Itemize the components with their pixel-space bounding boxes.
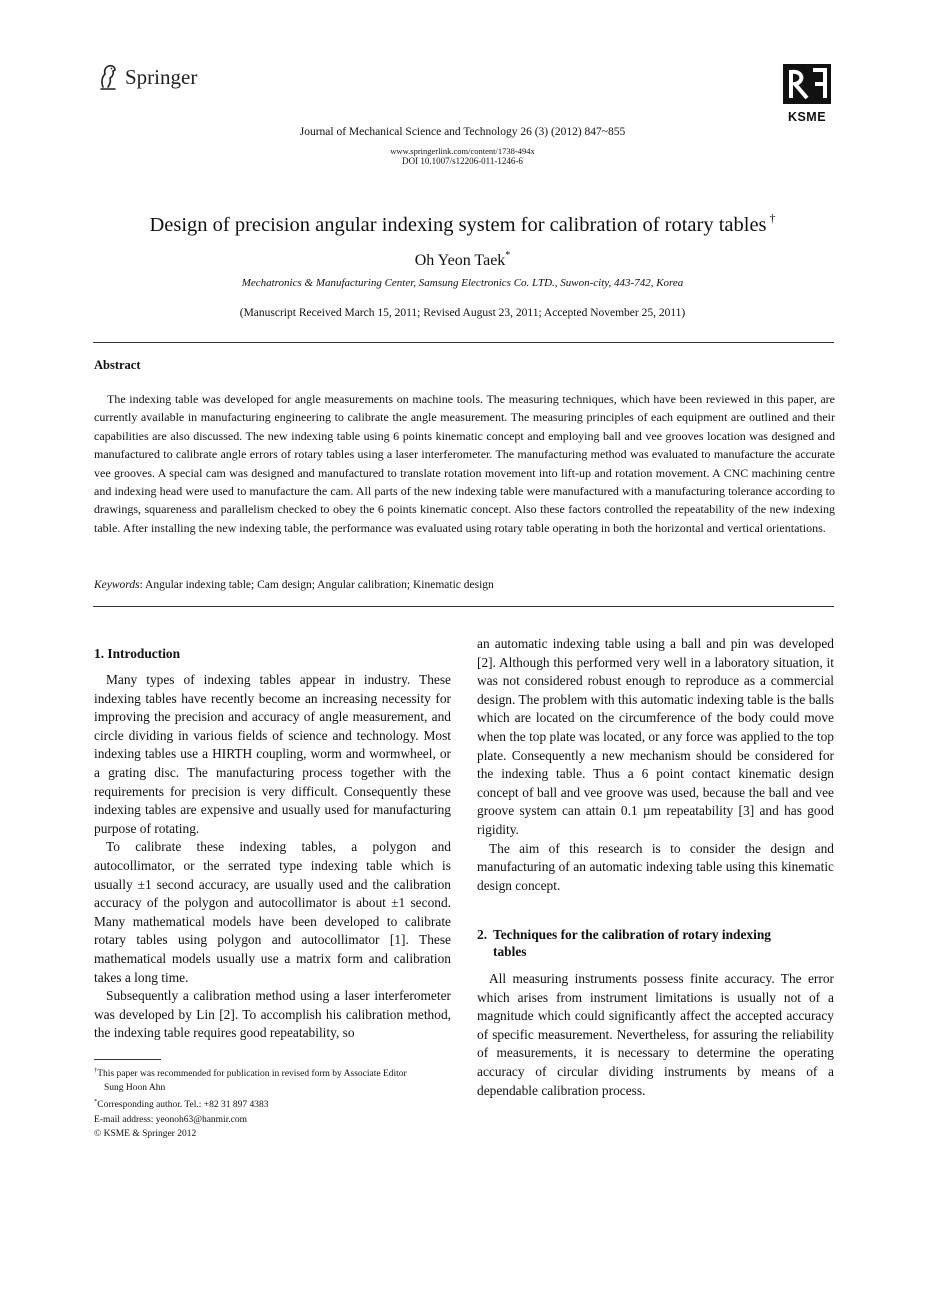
journal-url[interactable]: www.springerlink.com/content/1738-494x xyxy=(390,146,535,156)
divider xyxy=(93,606,834,607)
ksme-emblem-icon xyxy=(781,64,833,104)
section-number: 2. xyxy=(477,927,488,942)
ksme-text: KSME xyxy=(787,110,827,124)
abstract-heading: Abstract xyxy=(94,358,141,372)
title-footnote-mark[interactable]: † xyxy=(769,211,776,225)
footnote-divider xyxy=(94,1059,161,1060)
right-column xyxy=(477,635,834,895)
section-heading-line: Techniques for the calibration of rotary indexing xyxy=(493,927,771,942)
footnote-mark: † xyxy=(94,1067,98,1074)
author-footnote-mark[interactable]: * xyxy=(505,250,511,261)
publisher-name: Springer xyxy=(125,64,198,89)
left-column xyxy=(94,671,451,1043)
abstract-text: The indexing table was developed for angle measurements on machine tools. The measuring techniques, which have been reviewed in this paper, are currently available in manufacturing engineering to calibrate the angle measurement. The measuring principles of each equipment are outlined and their capabilities are also discussed. The new indexing table using 6 points kinematic concept and employing ball and vee grooves location was designed and manufactured to calibrate angle errors of rotary tables using a laser interferometer. The manufacturing method was evaluated to manufacture the accurate vee grooves. A special cam was designed and manufactured to translate rotation movement into lift-up and rotation movement. A CNC machining centre and indexing head were used to manufacture the cam. All parts of the new indexing table were manufactured with a manufacturing tolerance according to drawings, squareness and parallelism checked to obey the 6 points kinematic concept. Also these factors controlled the repeatability of the new indexing table. After installing the new indexing table, the performance was evaluated using rotary table operating in both the horizontal and vertical orientations. xyxy=(94,392,835,535)
paragraph: All measuring instruments possess finite accuracy. The error which arises from instrument limitations is usually not of a magnitude which could significantly affect the accepted accuracy of specific measurement. Nevertheless, for assuring the reliability of measurements, it is necessary to determine the operating accuracy of circular dividing instruments by means of a dependable calibration process. xyxy=(477,971,834,1098)
copyright: © KSME & Springer 2012 xyxy=(94,1128,197,1139)
keywords xyxy=(94,579,494,591)
paragraph: The aim of this research is to consider the design and manufacturing of an automatic indexing table using this kinematic design concept. xyxy=(477,840,834,893)
title-text: Design of precision angular indexing system for calibration of rotary tables xyxy=(149,214,767,236)
footnote-text: This paper was recommended for publication in revised form by Associate Editor xyxy=(97,1069,407,1079)
keywords-list: : Angular indexing table; Cam design; Angular calibration; Kinematic design xyxy=(139,579,494,591)
manuscript-dates: (Manuscript Received March 15, 2011; Revised August 23, 2011; Accepted November 25, 2011) xyxy=(239,307,686,319)
right-column-section2 xyxy=(477,970,834,1100)
springer-horse-icon xyxy=(95,62,121,92)
email-footnote[interactable]: E-mail address: yeonoh63@hanmir.com xyxy=(94,1114,248,1125)
author xyxy=(0,250,925,270)
footnote xyxy=(94,1064,454,1081)
journal-citation: Journal of Mechanical Science and Technology 26 (3) (2012) 847~855 xyxy=(299,126,626,138)
author-name: Oh Yeon Taek xyxy=(414,252,506,269)
doi[interactable]: DOI 10.1007/s12206-011-1246-6 xyxy=(402,156,523,166)
paper-title xyxy=(0,211,925,237)
section-heading-line: tables xyxy=(493,944,527,959)
section-heading-introduction: 1. Introduction xyxy=(94,646,181,661)
footnote-text: Corresponding author. Tel.: +82 31 897 4383 xyxy=(97,1100,269,1111)
keywords-label: Keywords xyxy=(94,579,140,591)
divider xyxy=(93,342,834,343)
section-heading-techniques xyxy=(477,926,834,960)
paragraph: Subsequently a calibration method using a laser interferometer was developed by Lin [2]. To accomplish his calibration method, the indexing table requires good repeatability, so xyxy=(94,988,451,1041)
paragraph: an automatic indexing table using a ball and pin was developed [2]. Although this performed very well in a laboratory situation, it was not considered robust enough to reproduce as a commercial design. The problem with this automatic indexing table is the balls which are located on the circumference of the body could move when the top plate was located, or any force was applied to the top plate. Consequently a new mechanism should be considered for the indexing table. Thus a 6 point contact kinematic design concept of ball and vee groove was used, because the ball and vee groove system can attain 0.1 µm repeatability [3] and has good rigidity. xyxy=(477,636,834,837)
paragraph: Many types of indexing tables appear in industry. These indexing tables have recently become an increasing necessity for improving the precision and accuracy of angle measurement, and circle dividing in various fields of science and technology. Most indexing tables use a HIRTH coupling, worm and wormwheel, or a grating disc. The manufacturing process together with the requirements for precision is very difficult. Consequently these indexing tables are expensive and usually used for manufacturing purpose of rotating. xyxy=(94,672,451,836)
springer-logo xyxy=(95,60,197,94)
footnote-continuation: Sung Hoon Ahn xyxy=(104,1083,166,1094)
footnote xyxy=(94,1095,454,1112)
footnote-mark: * xyxy=(94,1098,98,1106)
paragraph: To calibrate these indexing tables, a polygon and autocollimator, or the serrated type indexing table which is usually ±1 second accuracy, are usually used and the calibration accuracy of the polygon and autocollimator is about ±1 second. Many mathematical models have been developed to calibrate rotary tables using polygon and autocollimator [1]. These mathematical models usually use a matrix form and calibration takes a long time. xyxy=(94,839,451,985)
footnotes xyxy=(94,1064,454,1141)
ksme-logo xyxy=(781,64,833,124)
affiliation: Mechatronics & Manufacturing Center, Samsung Electronics Co. LTD., Suwon-city, 443-742, Korea xyxy=(241,277,684,289)
